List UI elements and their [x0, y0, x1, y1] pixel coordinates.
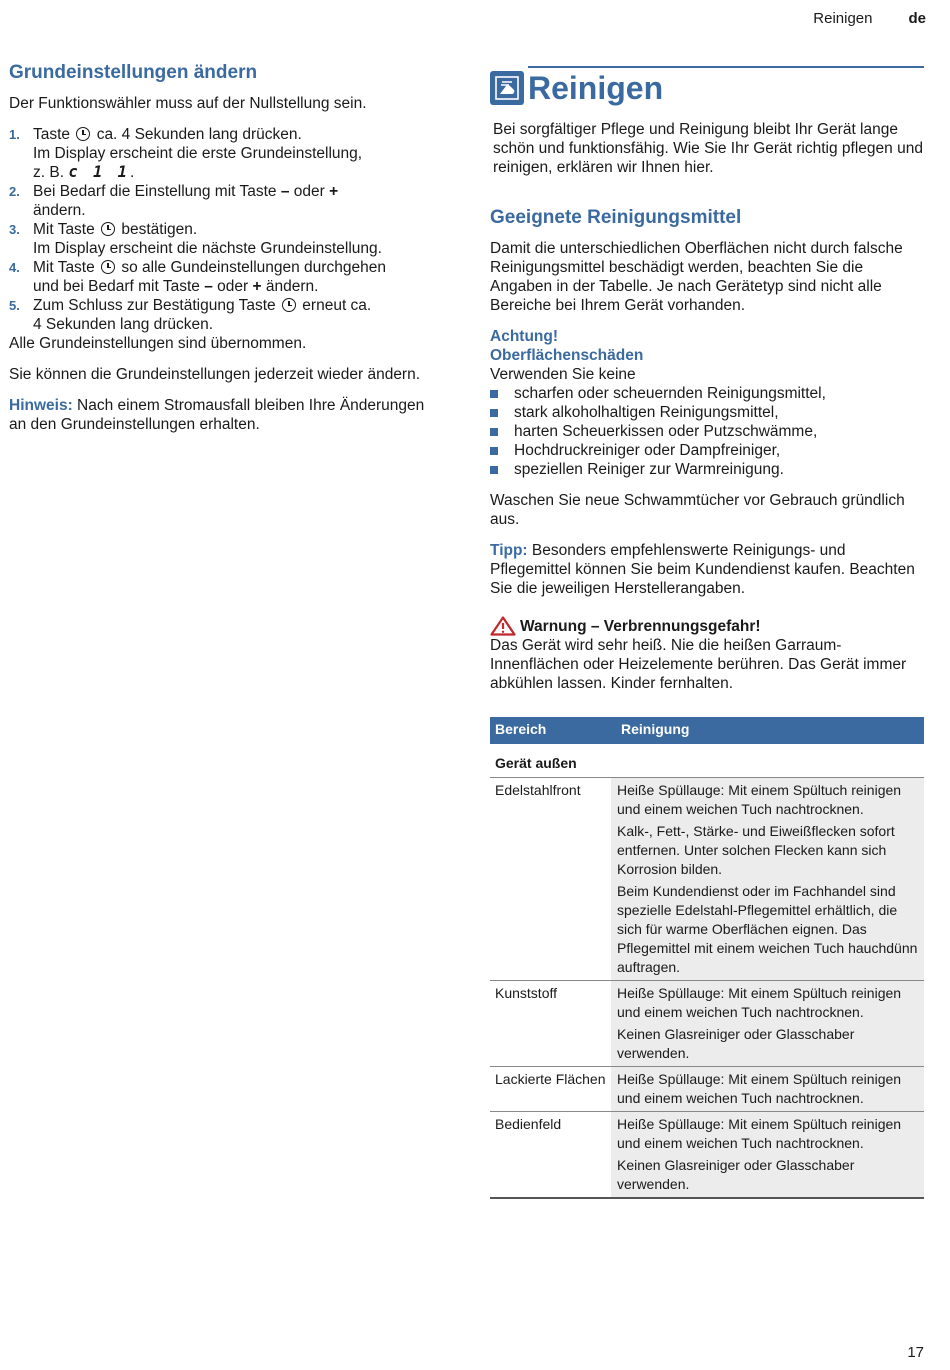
list-item: speziellen Reiniger zur Warmreinigung.	[490, 460, 924, 479]
list-item: harten Scheuerkissen oder Putzschwämme,	[490, 422, 924, 441]
clock-icon	[76, 127, 90, 141]
bullet-square-icon	[490, 466, 498, 474]
header-language: de	[908, 10, 926, 27]
sponge-note: Waschen Sie neue Schwammtücher vor Gebrauch gründlich aus.	[490, 492, 905, 528]
display-code: c 1 1	[68, 163, 130, 181]
table-group-label: Gerät außen	[490, 744, 924, 778]
step-5: 5. Zum Schluss zur Bestätigung Taste erneut ca. 4 Sekunden lang drücken.	[9, 297, 372, 333]
steps-list	[9, 125, 439, 334]
left-column	[9, 60, 439, 434]
title-rule	[528, 66, 924, 68]
settings-note: Sie können die Grundeinstellungen jederzeit wieder ändern.	[9, 366, 421, 383]
clock-icon	[101, 260, 115, 274]
right-column	[490, 60, 924, 1199]
bullet-square-icon	[490, 390, 498, 398]
steps-result: Alle Grundeinstellungen sind übernommen.	[9, 335, 307, 352]
hint-text: Nach einem Stromausfall bleiben Ihre Änderungen an den Grundeinstellungen erhalten.	[9, 397, 425, 433]
minus-icon: –	[204, 278, 213, 295]
table-row: Edelstahlfront Heiße Spüllauge: Mit einem Spültuch reinigen und einem weichen Tuch nachtrocknen. Kalk-, Fett-, Stärke- und Eiweißflecken sofort entfernen. Unter solchen Flecken kann sich Korrosion bilden. Beim Kundendienst oder im Fachhandel sind spezielle Edelstahl-Pflegemittel erhältlich, die sich für warme Oberflächen eignen. Das Pflegemittel mit einem weichen Tuch hauchdünn auftragen.	[490, 778, 924, 981]
table-row: Kunststoff Heiße Spüllauge: Mit einem Spültuch reinigen und einem weichen Tuch nachtrocknen. Keinen Glasreiniger oder Glasschaber verwenden.	[490, 981, 924, 1067]
step-3: 3. Mit Taste bestätigen. Im Display erscheint die nächste Grundeinstellung.	[9, 221, 382, 257]
tip	[490, 541, 924, 598]
bullet-square-icon	[490, 428, 498, 436]
step-2: 2. Bei Bedarf die Einstellung mit Taste – oder + ändern.	[9, 183, 339, 219]
bullet-square-icon	[490, 447, 498, 455]
tip-text: Besonders empfehlenswerte Reinigungs- und Pflegemittel können Sie beim Kundendienst kaufen. Beachten Sie die jeweiligen Herstellerangaben.	[490, 542, 915, 597]
plus-icon: +	[252, 278, 262, 295]
detergents-heading: Geeignete Reinigungsmittel	[490, 207, 742, 228]
step-1: 1. Taste ca. 4 Sekunden lang drücken. Im Display erscheint die erste Grundeinstellung, z. B. c 1 1.	[9, 126, 363, 181]
settings-heading: Grundeinstellungen ändern	[9, 62, 258, 83]
warning-title: Warnung – Verbrennungsgefahr!	[490, 616, 924, 636]
table-row: Lackierte Flächen Heiße Spüllauge: Mit einem Spültuch reinigen und einem weichen Tuch nachtrocknen.	[490, 1067, 924, 1112]
table-header-area: Bereich	[490, 717, 611, 744]
table-row: Bedienfeld Heiße Spüllauge: Mit einem Spültuch reinigen und einem weichen Tuch nachtrocknen. Keinen Glasreiniger oder Glasschaber verwenden.	[490, 1112, 924, 1199]
hint-label: Hinweis:	[9, 397, 73, 414]
warning-triangle-icon	[490, 616, 516, 636]
header-section: Reinigen	[813, 10, 873, 27]
cleaning-intro: Bei sorgfältiger Pflege und Reinigung bleibt Ihr Gerät lange schön und funktionsfähig. Wie Sie Ihr Gerät richtig pflegen und reinigen, erklären wir Ihnen hier.	[493, 121, 923, 176]
page-number: 17	[907, 1344, 924, 1361]
cleaning-table	[490, 717, 924, 1199]
warning-text: Das Gerät wird sehr heiß. Nie die heißen Garraum-Innenflächen oder Heizelemente berühren. Das Gerät immer abkühlen lassen. Kinder fernhalten.	[490, 637, 907, 692]
clock-icon	[282, 298, 296, 312]
section-title: Reinigen	[490, 70, 663, 106]
hint	[9, 396, 439, 434]
minus-icon: –	[280, 183, 290, 200]
warning-box	[490, 616, 924, 693]
caution-list	[490, 384, 924, 479]
caution-lead: Verwenden Sie keine	[490, 366, 636, 383]
caution-label: Achtung!	[490, 328, 559, 345]
bullet-square-icon	[490, 409, 498, 417]
settings-intro: Der Funktionswähler muss auf der Nullstellung sein.	[9, 95, 367, 112]
page-header	[813, 9, 926, 31]
tip-label: Tipp:	[490, 542, 528, 559]
detergents-para: Damit die unterschiedlichen Oberflächen nicht durch falsche Reinigungsmittel beschädigt werden, beachten Sie die Angaben in der Tabelle. Je nach Gerätetyp sind nicht alle Bereiche bei Ihrem Gerät vorhanden.	[490, 240, 903, 314]
list-item: Hochdruckreiniger oder Dampfreiniger,	[490, 441, 924, 460]
table-header-cleaning: Reinigung	[611, 717, 924, 744]
cleaning-hand-icon	[490, 71, 524, 105]
clock-icon	[101, 222, 115, 236]
caution-title: Oberflächenschäden	[490, 347, 644, 364]
step-4: 4. Mit Taste so alle Gundeinstellungen durchgehen und bei Bedarf mit Taste – oder + ändern.	[9, 259, 386, 295]
list-item: scharfen oder scheuernden Reinigungsmittel,	[490, 384, 924, 403]
list-item: stark alkoholhaltigen Reinigungsmittel,	[490, 403, 924, 422]
plus-icon: +	[329, 183, 339, 200]
